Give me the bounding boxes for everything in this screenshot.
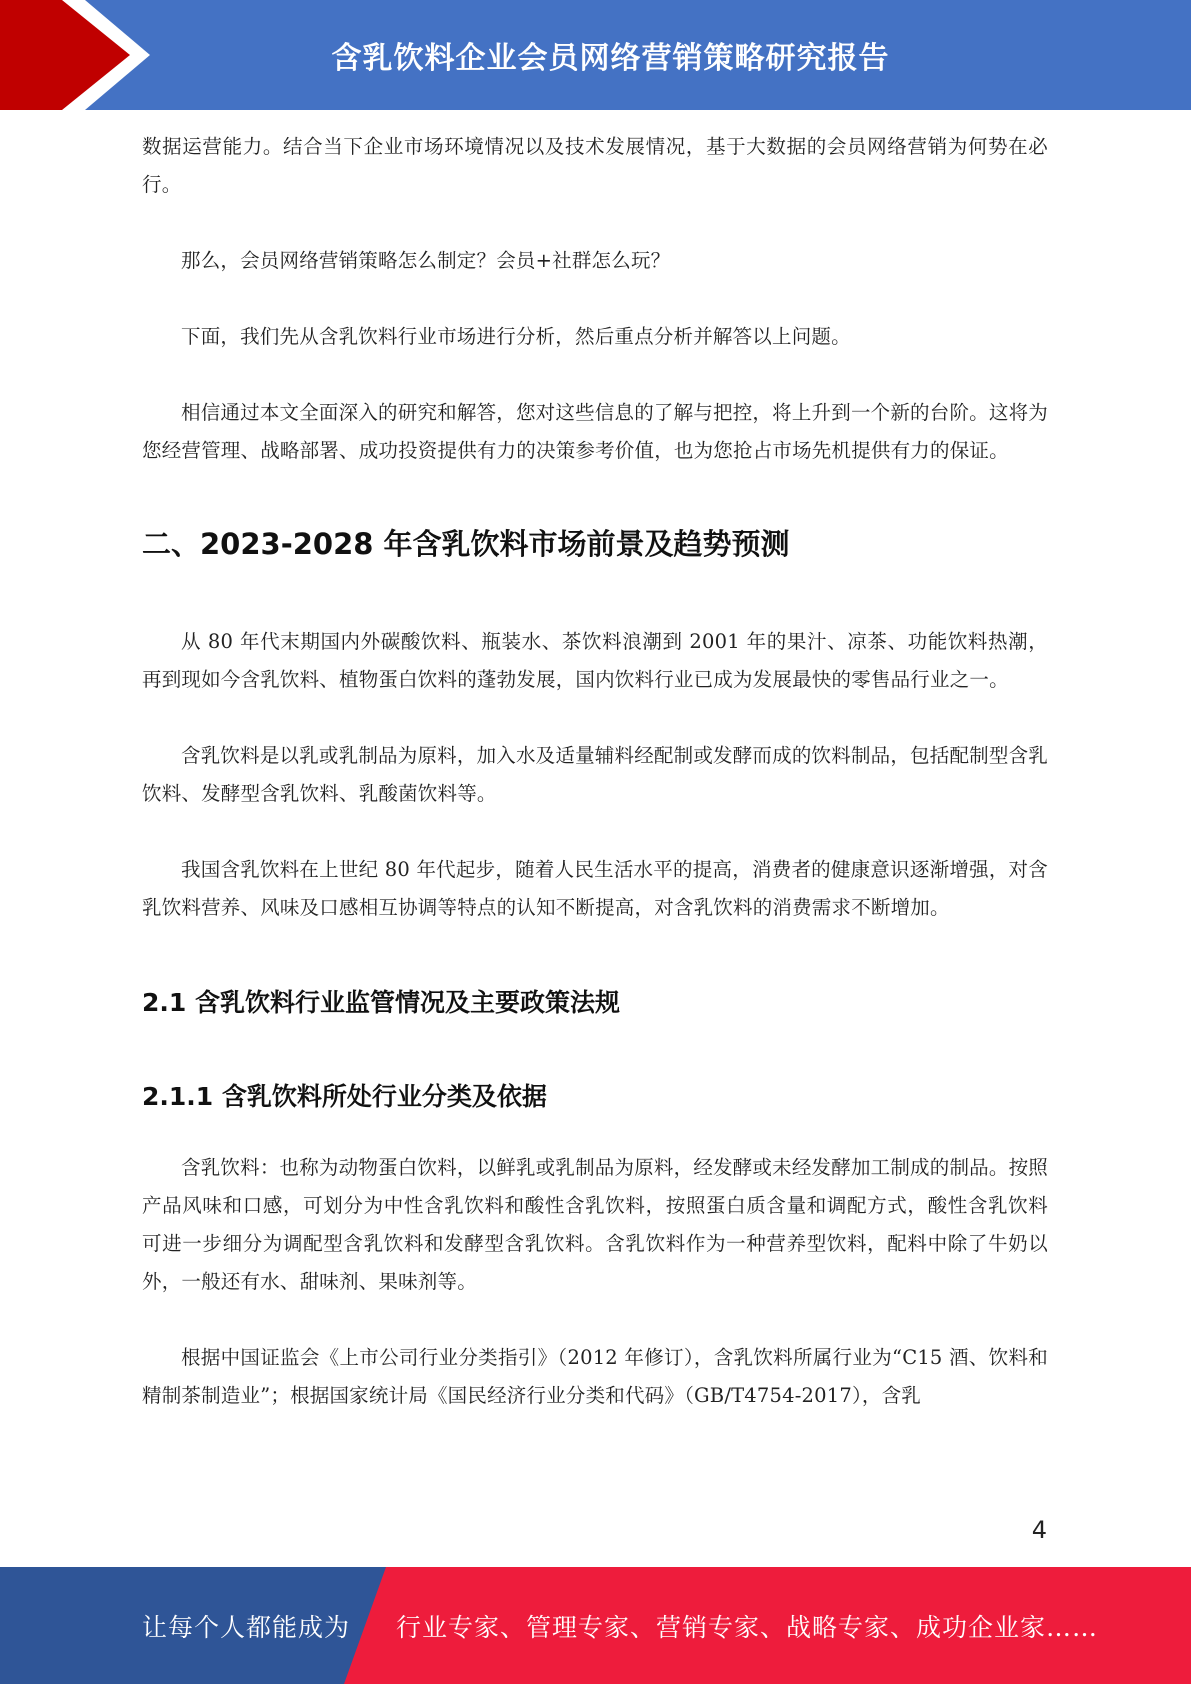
page-number: 4: [1031, 1516, 1047, 1544]
paragraph: 我国含乳饮料在上世纪 80 年代起步，随着人民生活水平的提高，消费者的健康意识逐渐增强，对含乳饮料营养、风味及口感相互协调等特点的认知不断提高，对含乳饮料的消费需求不断增加。: [142, 858, 1048, 919]
subsection-heading: 2.1 含乳饮料行业监管情况及主要政策法规: [142, 988, 620, 1017]
paragraph: 根据中国证监会《上市公司行业分类指引》（2012 年修订），含乳饮料所属行业为“C15 酒、饮料和精制茶制造业”；根据国家统计局《国民经济行业分类和代码》（GB/T4754-2017），含乳: [142, 1346, 1048, 1407]
paragraph: 那么，会员网络营销策略怎么制定？会员+社群怎么玩？: [181, 249, 671, 272]
paragraph: 下面，我们先从含乳饮料行业市场进行分析，然后重点分析并解答以上问题。: [181, 325, 851, 348]
footer-slogan-right: 行业专家、管理专家、营销专家、战略专家、成功企业家……: [396, 1612, 1099, 1642]
footer-slogan-left: 让每个人都能成为: [142, 1612, 351, 1642]
paragraph: 含乳饮料是以乳或乳制品为原料，加入水及适量辅料经配制或发酵而成的饮料制品，包括配制型含乳饮料、发酵型含乳饮料、乳酸菌饮料等。: [142, 744, 1048, 805]
report-title: 含乳饮料企业会员网络营销策略研究报告: [331, 41, 890, 76]
page-header: [0, 0, 1191, 110]
paragraph: 相信通过本文全面深入的研究和解答，您对这些信息的了解与把控，将上升到一个新的台阶。这将为您经营管理、战略部署、成功投资提供有力的决策参考价值，也为您抢占市场先机提供有力的保证。: [142, 401, 1048, 462]
subsubsection-heading: 2.1.1 含乳饮料所处行业分类及依据: [142, 1082, 547, 1111]
paragraph: 含乳饮料：也称为动物蛋白饮料，以鲜乳或乳制品为原料，经发酵或未经发酵加工制成的制品。按照产品风味和口感，可划分为中性含乳饮料和酸性含乳饮料，按照蛋白质含量和调配方式，酸性含乳饮料可进一步细分为调配型含乳饮料和发酵型含乳饮料。含乳饮料作为一种营养型饮料，配料中除了牛奶以外，一般还有水、甜味剂、果味剂等。: [142, 1156, 1048, 1293]
paragraph: 从 80 年代末期国内外碳酸饮料、瓶装水、茶饮料浪潮到 2001 年的果汁、凉茶、功能饮料热潮，再到现如今含乳饮料、植物蛋白饮料的蓬勃发展，国内饮料行业已成为发展最快的零售品行业之一。: [142, 630, 1048, 691]
paragraph: 数据运营能力。结合当下企业市场环境情况以及技术发展情况，基于大数据的会员网络营销为何势在必行。: [142, 135, 1048, 196]
document-body: [142, 128, 1048, 1415]
page-footer: [0, 1567, 1191, 1684]
section-heading: 二、2023-2028 年含乳饮料市场前景及趋势预测: [142, 527, 790, 561]
